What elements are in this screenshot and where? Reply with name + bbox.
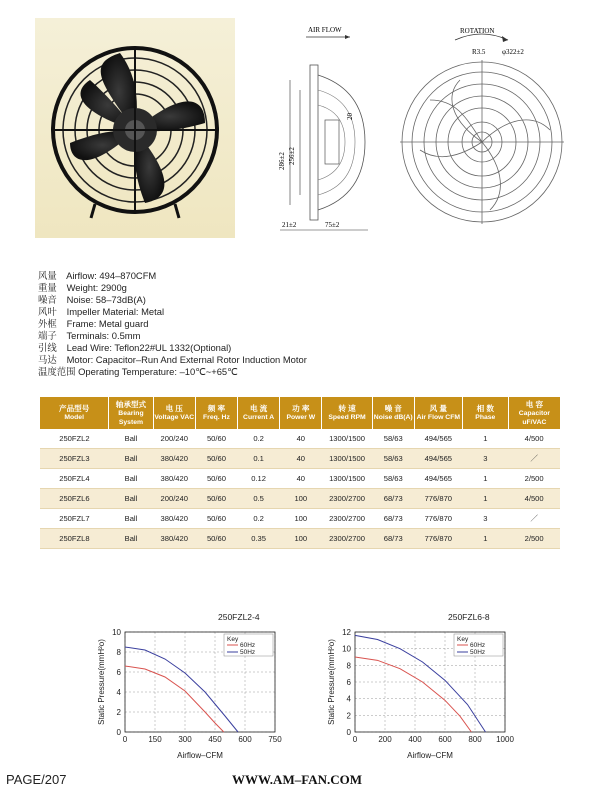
- table-cell: 0.12: [237, 469, 279, 489]
- chart-250fzl2-4: [95, 610, 290, 770]
- spec-lead-wire: 引线 Lead Wire: Teflon22#UL 1332(Optional): [38, 342, 232, 353]
- legend-label: 60Hz: [240, 642, 256, 649]
- dim-286: 286±2: [278, 152, 286, 170]
- table-cell: 40: [280, 429, 322, 449]
- table-cell: 776/870: [414, 509, 462, 529]
- legend-title: Key: [457, 636, 469, 643]
- chart-250fzl6-8: [325, 610, 525, 770]
- table-cell: ／: [508, 509, 560, 529]
- spec-noise: 噪音 Noise: 58–73dB(A): [38, 294, 146, 305]
- table-cell: Ball: [109, 469, 153, 489]
- table-cell: 776/870: [414, 529, 462, 549]
- x-tick-label: 600: [238, 735, 252, 744]
- table-cell: 2300/2700: [322, 489, 372, 509]
- table-cell: 68/73: [372, 509, 414, 529]
- y-tick-label: 10: [112, 628, 121, 637]
- col-bearing: 轴承型式 Bearing System: [109, 397, 153, 429]
- spec-weight: 重量 Weight: 2900g: [38, 282, 127, 293]
- spec-motor: 马达 Motor: Capacitor–Run And External Rotor Induction Motor: [38, 354, 307, 365]
- table-cell: 4/500: [508, 489, 560, 509]
- table-cell: 2300/2700: [322, 509, 372, 529]
- spec-list: [38, 270, 458, 378]
- table-cell: 58/63: [372, 429, 414, 449]
- table-cell: 776/870: [414, 489, 462, 509]
- table-cell: 250FZL6: [40, 489, 109, 509]
- table-cell: 50/60: [195, 469, 237, 489]
- product-photo: [35, 18, 235, 238]
- dim-21: 21±2: [282, 221, 297, 229]
- table-cell: Ball: [109, 429, 153, 449]
- series-line-50hz: [125, 647, 238, 732]
- y-tick-label: 2: [346, 711, 351, 721]
- table-cell: 100: [280, 509, 322, 529]
- table-cell: 58/63: [372, 449, 414, 469]
- y-tick-label: 10: [342, 644, 351, 654]
- table-cell: 250FZL4: [40, 469, 109, 489]
- col-noise: 噪 音 Noise dB(A): [372, 397, 414, 429]
- table-cell: 0.35: [237, 529, 279, 549]
- table-cell: 380/420: [153, 449, 195, 469]
- table-cell: 250FZL3: [40, 449, 109, 469]
- y-tick-label: 6: [346, 678, 351, 687]
- series-line-60hz: [125, 666, 224, 732]
- y-tick-label: 4: [346, 694, 351, 704]
- col-freq: 频 率 Freq. Hz: [195, 397, 237, 429]
- table-cell: 3: [462, 449, 508, 469]
- y-tick-label: 2: [116, 708, 121, 717]
- table-cell: Ball: [109, 449, 153, 469]
- table-cell: 380/420: [153, 509, 195, 529]
- y-tick-label: 8: [346, 661, 351, 671]
- table-cell: 494/565: [414, 469, 462, 489]
- spec-frame: 外框 Frame: Metal guard: [38, 318, 149, 329]
- dim-322: φ322±2: [502, 48, 524, 56]
- x-axis-label: Airflow–CFM: [407, 751, 453, 760]
- legend-title: Key: [227, 636, 239, 643]
- table-cell: 100: [280, 529, 322, 549]
- spec-temperature: 温度范围 Operating Temperature: –10℃~+65℃: [38, 366, 238, 377]
- table-cell: 0.1: [237, 449, 279, 469]
- col-current: 电 流 Current A: [237, 397, 279, 429]
- airflow-label: AIR FLOW: [308, 26, 342, 34]
- table-cell: 1300/1500: [322, 469, 372, 489]
- table-row: [40, 509, 560, 529]
- table-row: [40, 429, 560, 449]
- y-axis-label: Static Pressure(mmH²o): [97, 639, 106, 725]
- table-cell: 2/500: [508, 529, 560, 549]
- table-cell: ／: [508, 449, 560, 469]
- table-cell: 68/73: [372, 489, 414, 509]
- col-power: 功 率 Power W: [280, 397, 322, 429]
- table-cell: 0.2: [237, 509, 279, 529]
- spec-table: [40, 397, 560, 549]
- x-tick-label: 0: [352, 735, 358, 744]
- table-cell: Ball: [109, 489, 153, 509]
- table-cell: 4/500: [508, 429, 560, 449]
- table-cell: 40: [280, 469, 322, 489]
- table-cell: Ball: [109, 509, 153, 529]
- table-cell: 50/60: [195, 449, 237, 469]
- front-view-drawing: [390, 20, 575, 240]
- table-cell: 380/420: [153, 469, 195, 489]
- col-voltage: 电 压 Voltage VAC: [153, 397, 195, 429]
- table-cell: 1300/1500: [322, 449, 372, 469]
- legend-label: 60Hz: [470, 642, 486, 649]
- table-cell: 100: [280, 489, 322, 509]
- table-cell: 200/240: [153, 429, 195, 449]
- table-cell: 494/565: [414, 449, 462, 469]
- col-capacitor: 电 容 Capacitor uF/VAC: [508, 397, 560, 429]
- y-tick-label: 8: [116, 648, 121, 657]
- spec-terminals: 端子 Terminals: 0.5mm: [38, 330, 141, 341]
- y-tick-label: 6: [116, 668, 121, 677]
- table-cell: 50/60: [195, 509, 237, 529]
- x-tick-label: 600: [438, 735, 452, 744]
- spec-impeller: 风叶 Impeller Material: Metal: [38, 306, 165, 317]
- table-row: [40, 469, 560, 489]
- table-cell: 0.2: [237, 429, 279, 449]
- table-header-row: [40, 397, 560, 429]
- y-tick-label: 4: [116, 688, 121, 697]
- rotation-label: ROTATION: [460, 27, 495, 35]
- table-cell: Ball: [109, 529, 153, 549]
- x-tick-label: 200: [378, 735, 392, 744]
- dim-75: 75±2: [325, 221, 340, 229]
- table-cell: 40: [280, 449, 322, 469]
- table-cell: 1300/1500: [322, 429, 372, 449]
- col-phase: 相 数 Phase: [462, 397, 508, 429]
- table-cell: 1: [462, 469, 508, 489]
- table-cell: 3: [462, 509, 508, 529]
- table-cell: 50/60: [195, 429, 237, 449]
- legend-label: 50Hz: [240, 649, 256, 656]
- table-cell: 50/60: [195, 529, 237, 549]
- table-cell: 0.5: [237, 489, 279, 509]
- x-axis-label: Airflow–CFM: [177, 751, 223, 760]
- x-tick-label: 800: [468, 735, 482, 744]
- x-tick-label: 300: [178, 735, 192, 744]
- table-cell: 1: [462, 529, 508, 549]
- col-model: 产品型号 Model: [40, 397, 109, 429]
- col-airflow: 风 量 Air Flow CFM: [414, 397, 462, 429]
- table-cell: 494/565: [414, 429, 462, 449]
- spec-airflow: 风量 Airflow: 494–870CFM: [38, 270, 157, 281]
- dim-r: R3.5: [472, 48, 486, 56]
- table-cell: 380/420: [153, 529, 195, 549]
- table-row: [40, 449, 560, 469]
- y-axis-label: Static Pressure(mmH²o): [327, 639, 336, 725]
- table-row: [40, 529, 560, 549]
- x-tick-label: 400: [408, 735, 422, 744]
- dim-20: 20: [346, 113, 354, 120]
- y-tick-label: 0: [346, 728, 351, 737]
- table-cell: 2300/2700: [322, 529, 372, 549]
- table-cell: 2/500: [508, 469, 560, 489]
- website-url: WWW.AM–FAN.COM: [232, 772, 362, 787]
- table-cell: 68/73: [372, 529, 414, 549]
- x-tick-label: 0: [122, 735, 128, 744]
- x-tick-label: 150: [148, 735, 162, 744]
- table-cell: 1: [462, 429, 508, 449]
- x-tick-label: 1000: [496, 735, 514, 744]
- table-cell: 250FZL7: [40, 509, 109, 529]
- table-row: [40, 489, 560, 509]
- legend-label: 50Hz: [470, 649, 486, 656]
- table-cell: 58/63: [372, 469, 414, 489]
- series-line-60hz: [355, 657, 471, 732]
- y-tick-label: 0: [116, 728, 121, 737]
- dim-256: 256±2: [288, 147, 296, 165]
- x-tick-label: 750: [268, 735, 282, 744]
- side-view-drawing: [270, 20, 380, 240]
- y-tick-label: 12: [342, 628, 351, 637]
- page-number: PAGE/207: [6, 772, 67, 787]
- chart-title: 250FZL6-8: [448, 612, 490, 622]
- table-cell: 1: [462, 489, 508, 509]
- table-cell: 250FZL2: [40, 429, 109, 449]
- col-speed: 转 速 Speed RPM: [322, 397, 372, 429]
- table-cell: 200/240: [153, 489, 195, 509]
- table-cell: 50/60: [195, 489, 237, 509]
- table-cell: 250FZL8: [40, 529, 109, 549]
- x-tick-label: 450: [208, 735, 222, 744]
- chart-title: 250FZL2-4: [218, 612, 260, 622]
